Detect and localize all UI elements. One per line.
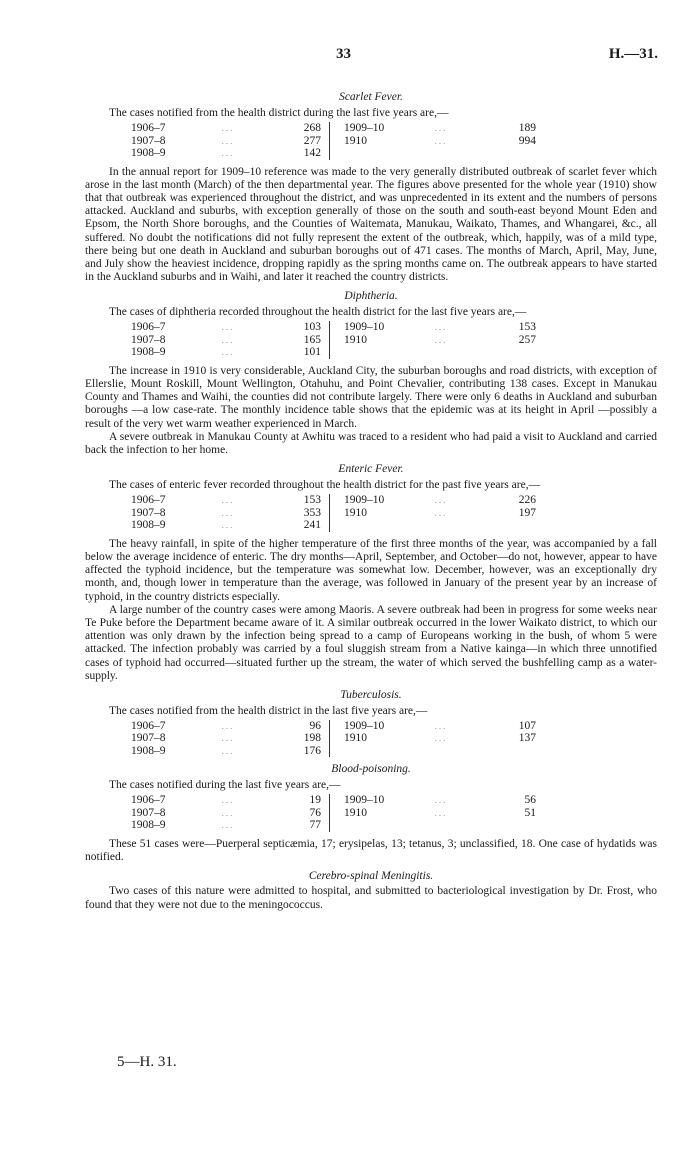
year-cell: 1906–7 bbox=[131, 494, 166, 507]
value-cell: 197 bbox=[518, 506, 536, 519]
cases-table bbox=[131, 494, 536, 532]
table-row bbox=[131, 745, 536, 758]
leader-dots: ... bbox=[434, 495, 448, 506]
leader-dots: ... bbox=[221, 148, 235, 158]
value-cell: 103 bbox=[303, 321, 321, 334]
section-scarlet-fever bbox=[85, 91, 657, 284]
leader-dots bbox=[386, 819, 496, 832]
cases-table bbox=[131, 720, 536, 758]
column-divider bbox=[330, 794, 345, 807]
value-cell: 96 bbox=[309, 719, 321, 732]
table-row bbox=[131, 346, 536, 359]
leader-dots: ... bbox=[221, 795, 235, 806]
value-cell: 19 bbox=[309, 794, 321, 807]
leader-dots: ... bbox=[434, 795, 448, 806]
value-cell: 226 bbox=[518, 494, 536, 507]
column-divider bbox=[330, 122, 345, 135]
leader-dots: ... bbox=[221, 507, 235, 518]
section-diphtheria bbox=[85, 290, 657, 457]
year-cell: 1909–10 bbox=[344, 122, 385, 134]
year-cell bbox=[344, 147, 386, 160]
body-paragraph: These 51 cases were—Puerperal septicæmia, 17; erysipelas, 13; tetanus, 3; unclassified, 18. One case of hydatids was notified. bbox=[85, 837, 657, 864]
year-cell: 1908–9 bbox=[131, 519, 166, 532]
leader-dots bbox=[386, 519, 496, 532]
section-intro: The cases of diphtheria recorded throughout the health district for the last five years are,— bbox=[109, 306, 527, 319]
value-cell: 153 bbox=[518, 321, 536, 334]
year-cell bbox=[344, 346, 386, 359]
table-row bbox=[131, 122, 536, 135]
column-divider bbox=[330, 720, 345, 733]
table-row bbox=[131, 807, 536, 820]
body-paragraph: The heavy rainfall, in spite of the higher temperature of the first three months of the year, was accompanied by a fall below the average incidence of enteric. The dry months—April, September, and October—do not, however, appear to have affected the typhoid incidence, but the temperature was somewhat low. December, however, was an exceptionally dry month, and, though lower in temperature than the average, was followed in January of the present year by an increase of typhoid, in the country districts especially. bbox=[85, 537, 657, 603]
body-paragraph: A large number of the country cases were among Maoris. A severe outbreak had been in progress for some weeks near Te Puke before the Department became aware of it. A similar outbreak occurred in the lower Waikato district, to which our attention was only drawn by the infection being spread to a camp of Europeans working in the bush, of whom 5 were attacked. The infection probably was carried by a foul sluggish stream from a Native kainga—in which three unnotified cases of typhoid had occurred—situated further up the stream, the water of which served the bushfelling camp as a water-supply. bbox=[85, 603, 657, 682]
document-reference: H.—31. bbox=[608, 46, 658, 62]
year-cell: 1909–10 bbox=[344, 321, 385, 334]
year-cell: 1906–7 bbox=[131, 321, 166, 334]
section-intro: The cases notified during the last five years are,— bbox=[109, 779, 341, 792]
value-cell: 77 bbox=[309, 819, 321, 832]
leader-dots: ... bbox=[221, 135, 235, 146]
body-paragraph: The increase in 1910 is very considerable, Auckland City, the suburban boroughs and road districts, with exception of Ellerslie, Mount Roskill, Mount Wellington, Otahuhu, and Point Chevalier, contributing 138 cases. Except in Manukau County and Thames and Waihi, the counties did not contribute largely. There were only 6 deaths in Auckland and suburban boroughs —a low case-rate. The monthly incidence table shows that the epidemic was at its height in April —possibly a result of the very wet warm weather experienced in March. bbox=[85, 364, 657, 430]
leader-dots bbox=[386, 346, 496, 359]
year-cell bbox=[344, 819, 386, 832]
section-tuberculosis bbox=[85, 689, 657, 758]
value-cell: 277 bbox=[303, 134, 321, 147]
column-divider bbox=[330, 807, 345, 820]
value-cell: 76 bbox=[309, 806, 321, 819]
leader-dots: ... bbox=[221, 322, 235, 333]
year-cell: 1907–8 bbox=[131, 506, 166, 519]
column-divider bbox=[330, 745, 345, 758]
year-cell: 1909–10 bbox=[344, 719, 385, 732]
leader-dots: ... bbox=[434, 807, 448, 818]
value-cell: 241 bbox=[303, 519, 321, 532]
page-header bbox=[0, 46, 700, 68]
year-cell bbox=[344, 519, 386, 532]
section-title: Diphtheria. bbox=[344, 290, 398, 303]
value-cell bbox=[496, 519, 536, 532]
column-divider bbox=[330, 732, 345, 745]
year-cell: 1909–10 bbox=[344, 794, 385, 807]
leader-dots: ... bbox=[221, 495, 235, 506]
leader-dots: ... bbox=[221, 745, 235, 756]
value-cell: 257 bbox=[518, 333, 536, 346]
column-divider bbox=[330, 321, 345, 334]
value-cell bbox=[496, 819, 536, 832]
value-cell: 153 bbox=[303, 494, 321, 507]
leader-dots: ... bbox=[434, 507, 448, 518]
value-cell: 137 bbox=[518, 732, 536, 745]
body-paragraph: Two cases of this nature were admitted to hospital, and submitted to bacteriological investigation by Dr. Frost, who found that they were not due to the meningococcus. bbox=[85, 885, 657, 911]
table-row bbox=[131, 321, 536, 334]
leader-dots: ... bbox=[221, 720, 235, 731]
table-row bbox=[131, 732, 536, 745]
year-cell bbox=[344, 745, 386, 758]
leader-dots: ... bbox=[221, 820, 235, 831]
leader-dots: ... bbox=[221, 123, 235, 133]
leader-dots: ... bbox=[434, 135, 448, 146]
leader-dots: ... bbox=[434, 322, 448, 333]
value-cell: 165 bbox=[303, 333, 321, 346]
value-cell: 994 bbox=[518, 134, 536, 147]
table-row bbox=[131, 494, 536, 507]
year-cell: 1908–9 bbox=[131, 744, 166, 757]
year-cell: 1909–10 bbox=[344, 494, 385, 507]
value-cell: 268 bbox=[303, 122, 321, 134]
year-cell: 1908–9 bbox=[131, 346, 166, 359]
table-row bbox=[131, 334, 536, 347]
year-cell: 1907–8 bbox=[131, 134, 166, 147]
table-row bbox=[131, 819, 536, 832]
section-title: Blood-poisoning. bbox=[331, 763, 411, 776]
year-cell: 1907–8 bbox=[131, 806, 166, 819]
section-intro: The cases notified from the health district during the last five years are,— bbox=[109, 107, 449, 119]
column-divider bbox=[330, 346, 345, 359]
cases-table bbox=[131, 122, 536, 160]
year-cell: 1910 bbox=[344, 732, 367, 745]
section-title: Enteric Fever. bbox=[338, 463, 404, 476]
body-paragraph: A severe outbreak in Manukau County at Awhitu was traced to a resident who had paid a visit to Auckland and carried back the infection to her home. bbox=[85, 430, 657, 457]
year-cell: 1910 bbox=[344, 333, 367, 346]
table-row bbox=[131, 519, 536, 532]
table-row bbox=[131, 794, 536, 807]
page-content bbox=[85, 85, 657, 912]
page-number: 33 bbox=[336, 46, 351, 62]
leader-dots: ... bbox=[221, 807, 235, 818]
table-row bbox=[131, 507, 536, 520]
value-cell: 107 bbox=[518, 719, 536, 732]
section-title: Scarlet Fever. bbox=[339, 91, 403, 103]
cases-table bbox=[131, 794, 536, 832]
year-cell: 1910 bbox=[344, 134, 367, 147]
year-cell: 1908–9 bbox=[131, 819, 166, 832]
year-cell: 1906–7 bbox=[131, 719, 166, 732]
table-row bbox=[131, 135, 536, 148]
table-row bbox=[131, 147, 536, 160]
value-cell: 353 bbox=[303, 506, 321, 519]
year-cell: 1906–7 bbox=[131, 122, 166, 134]
leader-dots: ... bbox=[221, 347, 235, 358]
year-cell: 1910 bbox=[344, 806, 367, 819]
footer-mark: 5—H. 31. bbox=[117, 1054, 177, 1070]
column-divider bbox=[330, 819, 345, 832]
section-intro: The cases of enteric fever recorded throughout the health district for the past five years are,— bbox=[109, 479, 541, 492]
section-intro: The cases notified from the health district in the last five years are,— bbox=[109, 704, 428, 717]
year-cell: 1910 bbox=[344, 506, 367, 519]
value-cell: 56 bbox=[524, 794, 536, 807]
cases-table bbox=[131, 321, 536, 359]
section-blood-poisoning bbox=[85, 763, 657, 864]
value-cell: 101 bbox=[303, 346, 321, 359]
leader-dots: ... bbox=[221, 334, 235, 345]
column-divider bbox=[330, 507, 345, 520]
leader-dots: ... bbox=[434, 334, 448, 345]
leader-dots bbox=[386, 745, 496, 758]
column-divider bbox=[330, 494, 345, 507]
section-enteric-fever bbox=[85, 463, 657, 683]
body-paragraph: In the annual report for 1909–10 reference was made to the very generally distributed outbreak of scarlet fever which arose in the last month (March) of the then departmental year. The figures above presented for the whole year (1910) show that that outbreak was experienced throughout the district, and was unprecedented in its extent and the numbers of persons attacked. Auckland and suburbs, with exception generally of those on the south and south-east beyond Mount Eden and Epsom, the North Shore boroughs, and the Counties of Waitemata, Manukau, Waikato, Thames, and Whangarei, &c., all suffered. No doubt the notifications did not fully represent the extent of the outbreak, which, happily, was of a mild type, there being but one death in Auckland and suburban boroughs out of 471 cases. The months of March, April, May, June, and July show the heaviest incidence, dropping rapidly as the spring months came on. The outbreak appears to have started in the Auckland suburbs and in Waihi, and later it reached the country districts. bbox=[85, 165, 657, 284]
value-cell bbox=[496, 346, 536, 359]
section-cerebro-spinal-meningitis bbox=[85, 870, 657, 911]
column-divider bbox=[330, 135, 345, 148]
leader-dots: ... bbox=[434, 720, 448, 731]
value-cell bbox=[496, 745, 536, 758]
year-cell: 1908–9 bbox=[131, 147, 166, 159]
section-title: Cerebro-spinal Meningitis. bbox=[308, 870, 434, 883]
leader-dots: ... bbox=[434, 733, 448, 744]
value-cell: 198 bbox=[303, 732, 321, 745]
value-cell: 51 bbox=[524, 806, 536, 819]
value-cell: 142 bbox=[303, 147, 321, 159]
value-cell bbox=[496, 147, 536, 160]
column-divider bbox=[330, 147, 345, 160]
table-row bbox=[131, 720, 536, 733]
leader-dots: ... bbox=[221, 520, 235, 531]
column-divider bbox=[330, 334, 345, 347]
leader-dots: ... bbox=[434, 123, 448, 133]
value-cell: 176 bbox=[303, 744, 321, 757]
year-cell: 1907–8 bbox=[131, 732, 166, 745]
leader-dots: ... bbox=[221, 733, 235, 744]
leader-dots bbox=[386, 147, 496, 160]
column-divider bbox=[330, 519, 345, 532]
year-cell: 1906–7 bbox=[131, 794, 166, 807]
section-title: Tuberculosis. bbox=[340, 688, 402, 701]
value-cell: 189 bbox=[518, 122, 536, 134]
year-cell: 1907–8 bbox=[131, 333, 166, 346]
